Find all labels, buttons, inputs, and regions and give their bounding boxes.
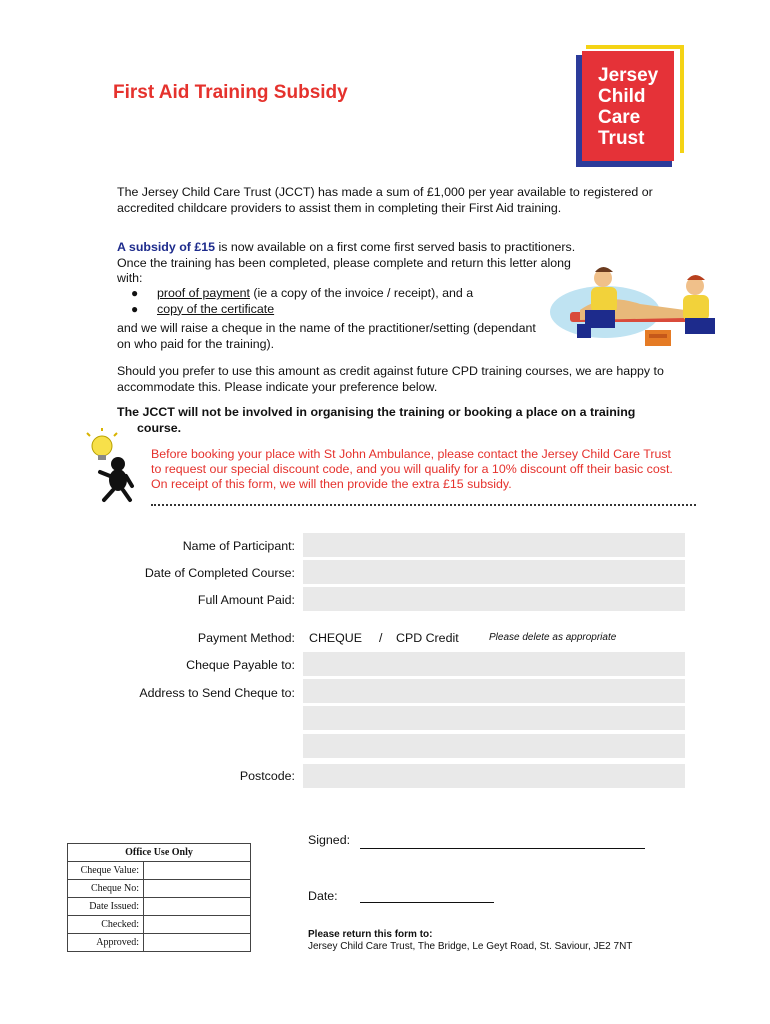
payment-label: Payment Method: <box>197 631 295 645</box>
logo-line-1: Jersey <box>598 65 659 86</box>
logo-line-4: Trust <box>598 128 645 149</box>
certificate-text: copy of the certificate <box>157 301 275 316</box>
cheque-value-label: Cheque Value: <box>68 862 144 879</box>
proof-of-payment-text: proof of payment <box>157 286 250 300</box>
logo-line-3: Care <box>598 107 641 128</box>
signature-line[interactable] <box>360 848 645 849</box>
bullet-icon: ● <box>131 301 139 316</box>
cheque-paragraph: and we will raise a cheque in the name of the practitioner/setting (dependant on who paid for the training). <box>117 321 536 351</box>
participant-label: Name of Participant: <box>182 539 295 553</box>
payment-method-field[interactable] <box>303 626 685 650</box>
warning-line-1: The JCCT will not be involved in organising the training or booking a place on a training <box>117 405 636 419</box>
checked-label: Checked: <box>68 916 144 933</box>
payment-option-cheque[interactable]: CHEQUE <box>309 631 363 645</box>
warning-paragraph <box>117 405 677 436</box>
subsidy-highlight: A subsidy of £15 <box>117 240 216 254</box>
address-field-line-1[interactable] <box>303 679 685 703</box>
table-row <box>68 916 250 934</box>
payment-note: Please delete as appropriate <box>489 632 617 643</box>
list-item <box>131 302 473 318</box>
payment-option-cpd[interactable]: CPD Credit <box>396 631 459 645</box>
approved-label: Approved: <box>68 934 144 951</box>
amount-label: Full Amount Paid: <box>197 593 295 607</box>
proof-of-payment-detail: (ie a copy of the invoice / receipt), and a <box>249 286 474 300</box>
subsidy-text: is now available on a first come first served basis to practitioners. Once the training has been completed, please complete and return this letter along with: <box>117 240 576 285</box>
cheque-no-cell[interactable] <box>144 880 250 897</box>
return-address: Jersey Child Care Trust, The Bridge, Le Geyt Road, St. Saviour, JE2 7NT <box>308 941 633 952</box>
signed-label: Signed: <box>308 833 351 847</box>
amount-field[interactable] <box>303 587 685 611</box>
payable-label: Cheque Payable to: <box>186 658 295 672</box>
page-title: First Aid Training Subsidy <box>113 82 348 103</box>
table-row <box>68 898 250 916</box>
list-item <box>131 286 473 302</box>
date-issued-cell[interactable] <box>144 898 250 915</box>
table-row <box>68 862 250 880</box>
checked-cell[interactable] <box>144 916 250 933</box>
payable-field[interactable] <box>303 652 685 676</box>
jcct-logo <box>576 45 688 169</box>
address-field-line-2[interactable] <box>303 706 685 730</box>
postcode-field[interactable] <box>303 764 685 788</box>
credit-paragraph: Should you prefer to use this amount as credit against future CPD training courses, we are happy to accommodate this. Please indicate your preference below. <box>117 364 664 394</box>
date-line[interactable] <box>360 902 494 903</box>
course-date-field[interactable] <box>303 560 685 584</box>
intro-paragraph: The Jersey Child Care Trust (JCCT) has made a sum of £1,000 per year available to registered or accredited childcare providers to assist them in completing their First Aid training. <box>117 185 653 215</box>
first-aid-illustration <box>545 262 735 352</box>
office-use-title: Office Use Only <box>68 844 250 862</box>
warning-line-2: course. <box>137 420 182 435</box>
postcode-label: Postcode: <box>239 769 295 783</box>
table-row <box>68 880 250 898</box>
subsidy-paragraph <box>117 240 597 287</box>
office-use-table <box>67 843 251 952</box>
date-label: Date: <box>308 889 338 903</box>
address-field-line-3[interactable] <box>303 734 685 758</box>
cheque-value-cell[interactable] <box>144 862 250 879</box>
address-label: Address to Send Cheque to: <box>139 686 295 700</box>
logo-line-2: Child <box>598 86 646 107</box>
table-row <box>68 934 250 951</box>
requirements-list <box>131 286 473 317</box>
date-issued-label: Date Issued: <box>68 898 144 915</box>
bullet-icon: ● <box>131 286 139 300</box>
lightbulb-idea-icon <box>82 428 142 504</box>
course-date-label: Date of Completed Course: <box>144 566 295 580</box>
cheque-no-label: Cheque No: <box>68 880 144 897</box>
approved-cell[interactable] <box>144 934 250 951</box>
participant-field[interactable] <box>303 533 685 557</box>
discount-note: Before booking your place with St John Ambulance, please contact the Jersey Child Care Trust to request our special discount code, and you will qualify for a 10% discount off their basic cost. On receipt of this form, we will then provide the extra £15 subsidy. <box>151 447 673 492</box>
return-title: Please return this form to: <box>308 929 433 940</box>
divider <box>151 504 696 506</box>
payment-separator: / <box>379 631 383 645</box>
